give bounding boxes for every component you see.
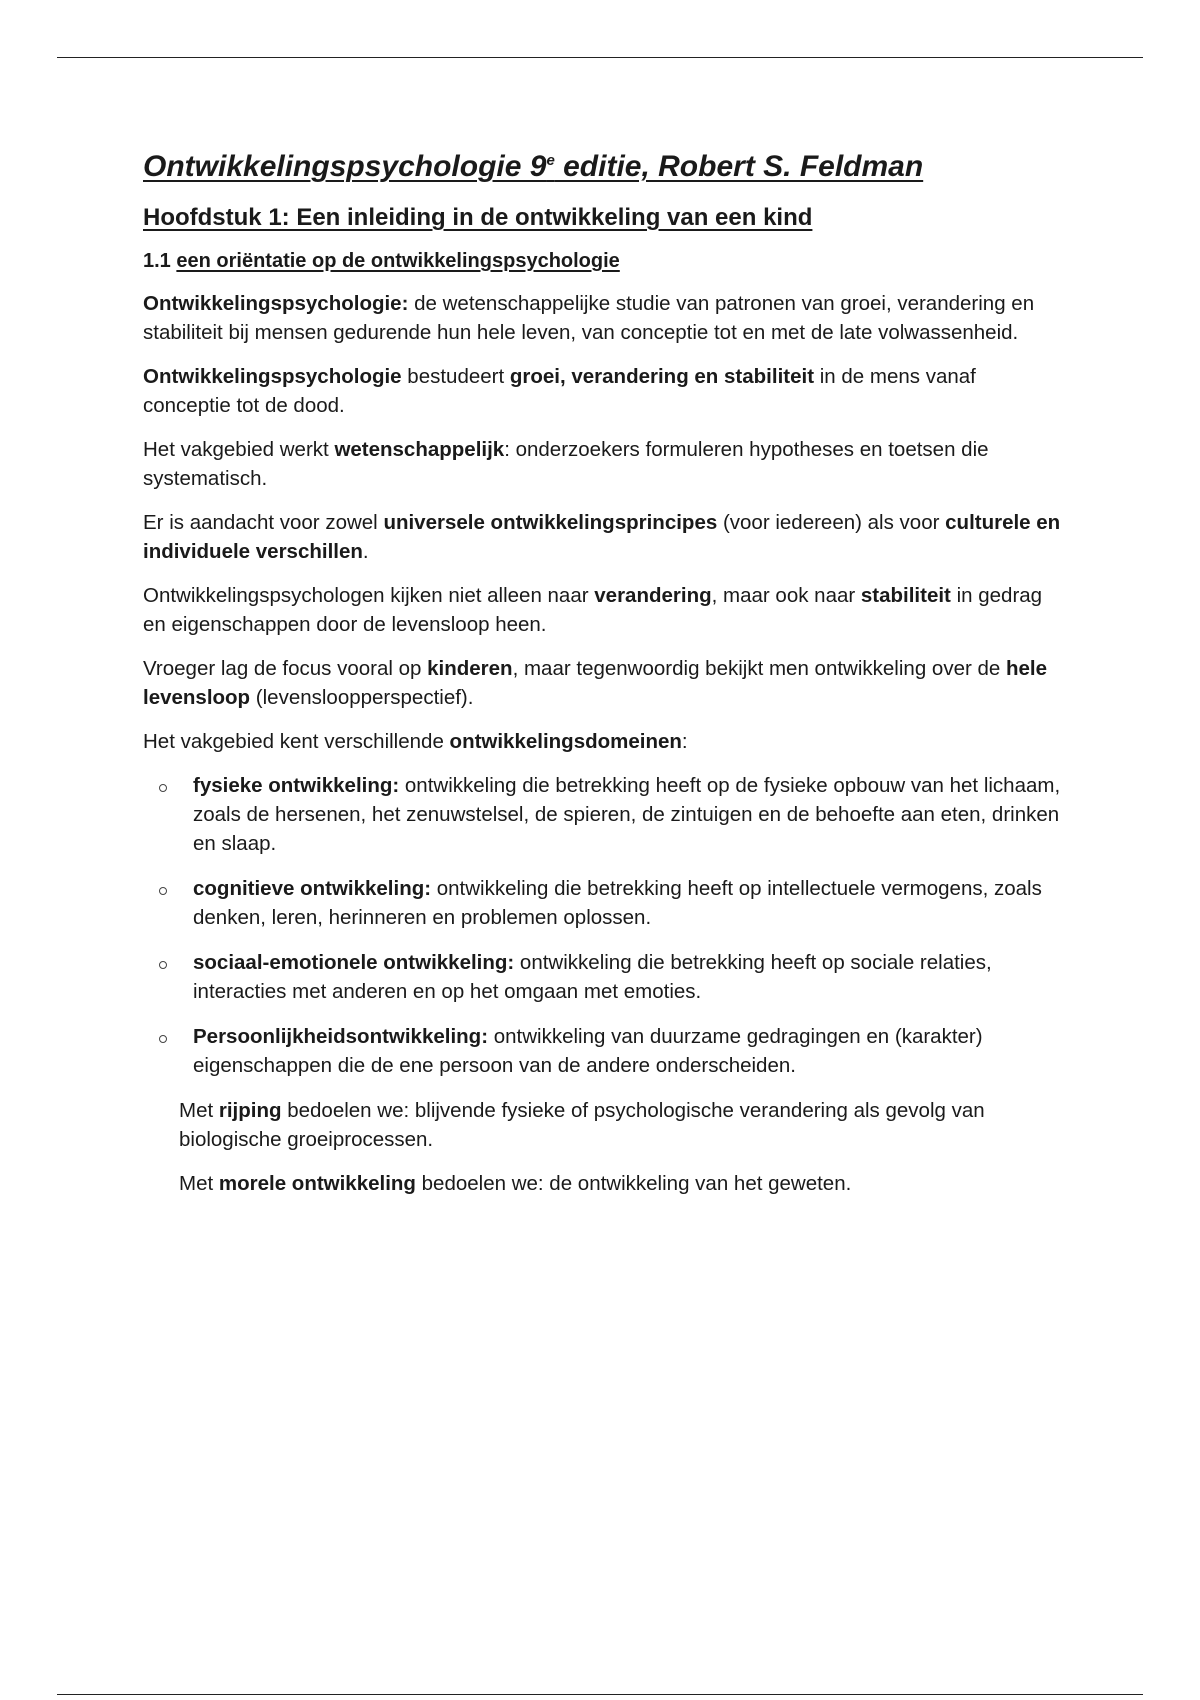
paragraph-3: Het vakgebied werkt wetenschappelijk: onderzoekers formuleren hypotheses en toetsen die systematisch. [143, 438, 989, 490]
list-item: sociaal-emotionele ontwikkeling: ontwikkeling die betrekking heeft op sociale relaties, interacties met anderen en op het omgaan met emoties. [143, 948, 1063, 1006]
definition-paragraph: Ontwikkelingspsychologie: de wetenschappelijke studie van patronen van groei, verandering en stabiliteit bij mensen gedurende hun hele leven, van conceptie tot en met de late volwassenheid. [143, 292, 1035, 344]
circle-bullet-icon [159, 961, 167, 969]
note-morele-ontwikkeling: Met morele ontwikkeling bedoelen we: de ontwikkeling van het geweten. [179, 1172, 852, 1195]
paragraph-2: Ontwikkelingspsychologie bestudeert groei, verandering en stabiliteit in de mens vanaf conceptie tot de dood. [143, 365, 976, 417]
note-rijping: Met rijping bedoelen we: blijvende fysieke of psychologische verandering als gevolg van biologische groeiprocessen. [179, 1099, 985, 1151]
chapter-heading: Hoofdstuk 1: Een inleiding in de ontwikkeling van een kind [143, 204, 813, 231]
list-item: Persoonlijkheidsontwikkeling: ontwikkeling van duurzame gedragingen en (karakter) eigenschappen die de ene persoon van de andere onderscheiden. [143, 1022, 1063, 1080]
paragraph-6: Vroeger lag de focus vooral op kinderen, maar tegenwoordig bekijkt men ontwikkeling over de hele levensloop (levensloopperspectief). [143, 657, 1048, 709]
paragraph-4: Er is aandacht voor zowel universele ontwikkelingsprincipes (voor iedereen) als voor culturele en individuele verschillen. [143, 511, 1061, 563]
bottom-rule [57, 1694, 1143, 1695]
list-item: cognitieve ontwikkeling: ontwikkeling die betrekking heeft op intellectuele vermogens, zoals denken, leren, herinneren en problemen oplossen. [143, 874, 1063, 932]
document-title: Ontwikkelingspsychologie 9e editie, Robert S. Feldman [143, 150, 924, 183]
paragraph-7: Het vakgebied kent verschillende ontwikkelingsdomeinen: [143, 730, 688, 753]
circle-bullet-icon [159, 1035, 167, 1043]
top-rule [57, 57, 1143, 58]
circle-bullet-icon [159, 784, 167, 792]
document-body [143, 143, 1063, 1213]
domain-list [143, 771, 1063, 1080]
section-number: 1.1 [143, 250, 171, 272]
circle-bullet-icon [159, 887, 167, 895]
paragraph-5: Ontwikkelingspsychologen kijken niet alleen naar verandering, maar ook naar stabiliteit in gedrag en eigenschappen door de levensloop heen. [143, 584, 1043, 636]
section-title: een oriëntatie op de ontwikkelingspsychologie [176, 250, 620, 272]
section-heading [143, 247, 1063, 275]
list-item: fysieke ontwikkeling: ontwikkeling die betrekking heeft op de fysieke opbouw van het lichaam, zoals de hersenen, het zenuwstelsel, de spieren, de zintuigen en de behoefte aan eten, drinken en slaap. [143, 771, 1063, 858]
